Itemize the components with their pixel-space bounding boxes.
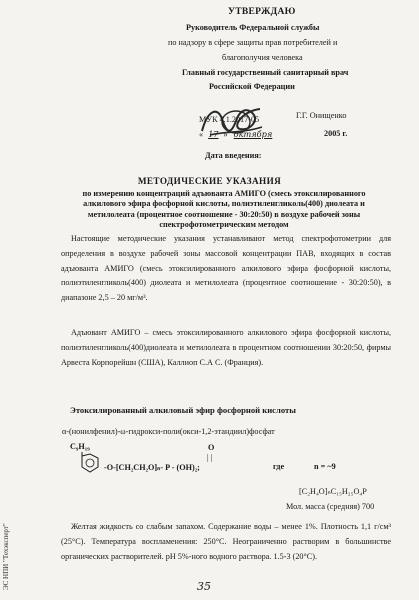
paragraph-1-text: Настоящие методические указания устанавливают метод спектрофотометрии для определения в воздухе рабочей зоны массовой концентрации ПАВ, входящих в состав адъюванта АМИГО (смесь этоксилированного алкилового эфира фосфорной кислоты, полиэтиленгликоль(400) диолеата и метилолеата (процентное соотношение - 30:20:50), в диапазоне 2,5 – 20 мг/м³. [61, 234, 391, 303]
side-watermark [0, 490, 14, 600]
paragraph-2 [61, 326, 391, 370]
molecular-mass: Мол. масса (средняя) 700 [286, 502, 375, 511]
paragraph-3 [61, 520, 391, 564]
paragraph-1 [61, 232, 391, 306]
paragraph-2-text: Адъювант АМИГО – смесь этоксилированного алкилового эфира фосфорной кислоты, полиэтиленгликоль(400)диолеата и метилолеата в процентном соотношении 30:20:50, фирмы Арвеста Корпорейшн (США), Каллиоп С.А С. (Франция). [61, 328, 391, 367]
formula-where: где [273, 462, 285, 471]
formula-oxygen: O [208, 443, 215, 452]
section-title: Этоксилированный алкиловый эфир фосфорной кислоты [70, 405, 296, 415]
signatory-name: Г.Г. Онищенко [296, 111, 347, 120]
approval-line-4: Главный государственный санитарный врач [182, 68, 349, 77]
approval-line-1: Руководитель Федеральной службы [186, 23, 320, 32]
chemical-name: α-(нонилфенил)-ω-гидрокси-поли(окси-1,2-этандиил)фосфат [62, 427, 275, 436]
approval-date: « 17 » октября [199, 129, 276, 139]
page-number: 35 [197, 580, 211, 593]
date-day: 17 [208, 129, 219, 139]
intro-date-label: Дата введения: [205, 151, 262, 160]
formula-chain: -O-[CH₂CH₂O]ₙ- P - (OH)₂; [104, 463, 200, 472]
approval-heading: УТВЕРЖДАЮ [228, 7, 296, 17]
benzene-ring-icon [78, 452, 102, 476]
date-year: 2005 г. [324, 129, 348, 138]
molecular-formula: [C₂H₄O]ₙC₁₅H₂₅O₄P [299, 487, 367, 496]
paragraph-3-text: Желтая жидкость со слабым запахом. Содержание воды – менее 1%. Плотность 1,1 г/см³ (25°С). Температура воспламенения: 250°С. Неограниченно растворим в большинстве органических растворителей. pH 5%-ного водного раствора. 1.5-3 (20°С). [61, 522, 391, 561]
document-title: МЕТОДИЧЕСКИЕ УКАЗАНИЯ [137, 176, 282, 186]
formula-n-value: n = ~9 [314, 462, 336, 471]
formula-bond: | | [207, 453, 213, 462]
muk-number [199, 115, 259, 124]
date-month: октября [233, 129, 273, 139]
approval-line-5: Российской Федерации [209, 82, 295, 91]
side-watermark-text: ЭС НПИ "Техэксперт" [2, 523, 10, 590]
document-subtitle: по измерению концентраций адъюванта АМИГО (смесь этоксилированного алкилового эфира фосфорной кислоты, полиэтиленгликоль(400) диолеата и метилолеата (процентное соотношение - 30:20:50) в воздухе рабочей зоны спектрофотометрическим методом [82, 189, 366, 230]
muk-text: МУК 4.1.2017-05 [199, 115, 260, 124]
formula-substituent: C₉H₁₉ [70, 442, 90, 451]
approval-line-2: по надзору в сфере защиты прав потребителей и [168, 38, 338, 47]
approval-line-3: благополучия человека [222, 53, 303, 62]
